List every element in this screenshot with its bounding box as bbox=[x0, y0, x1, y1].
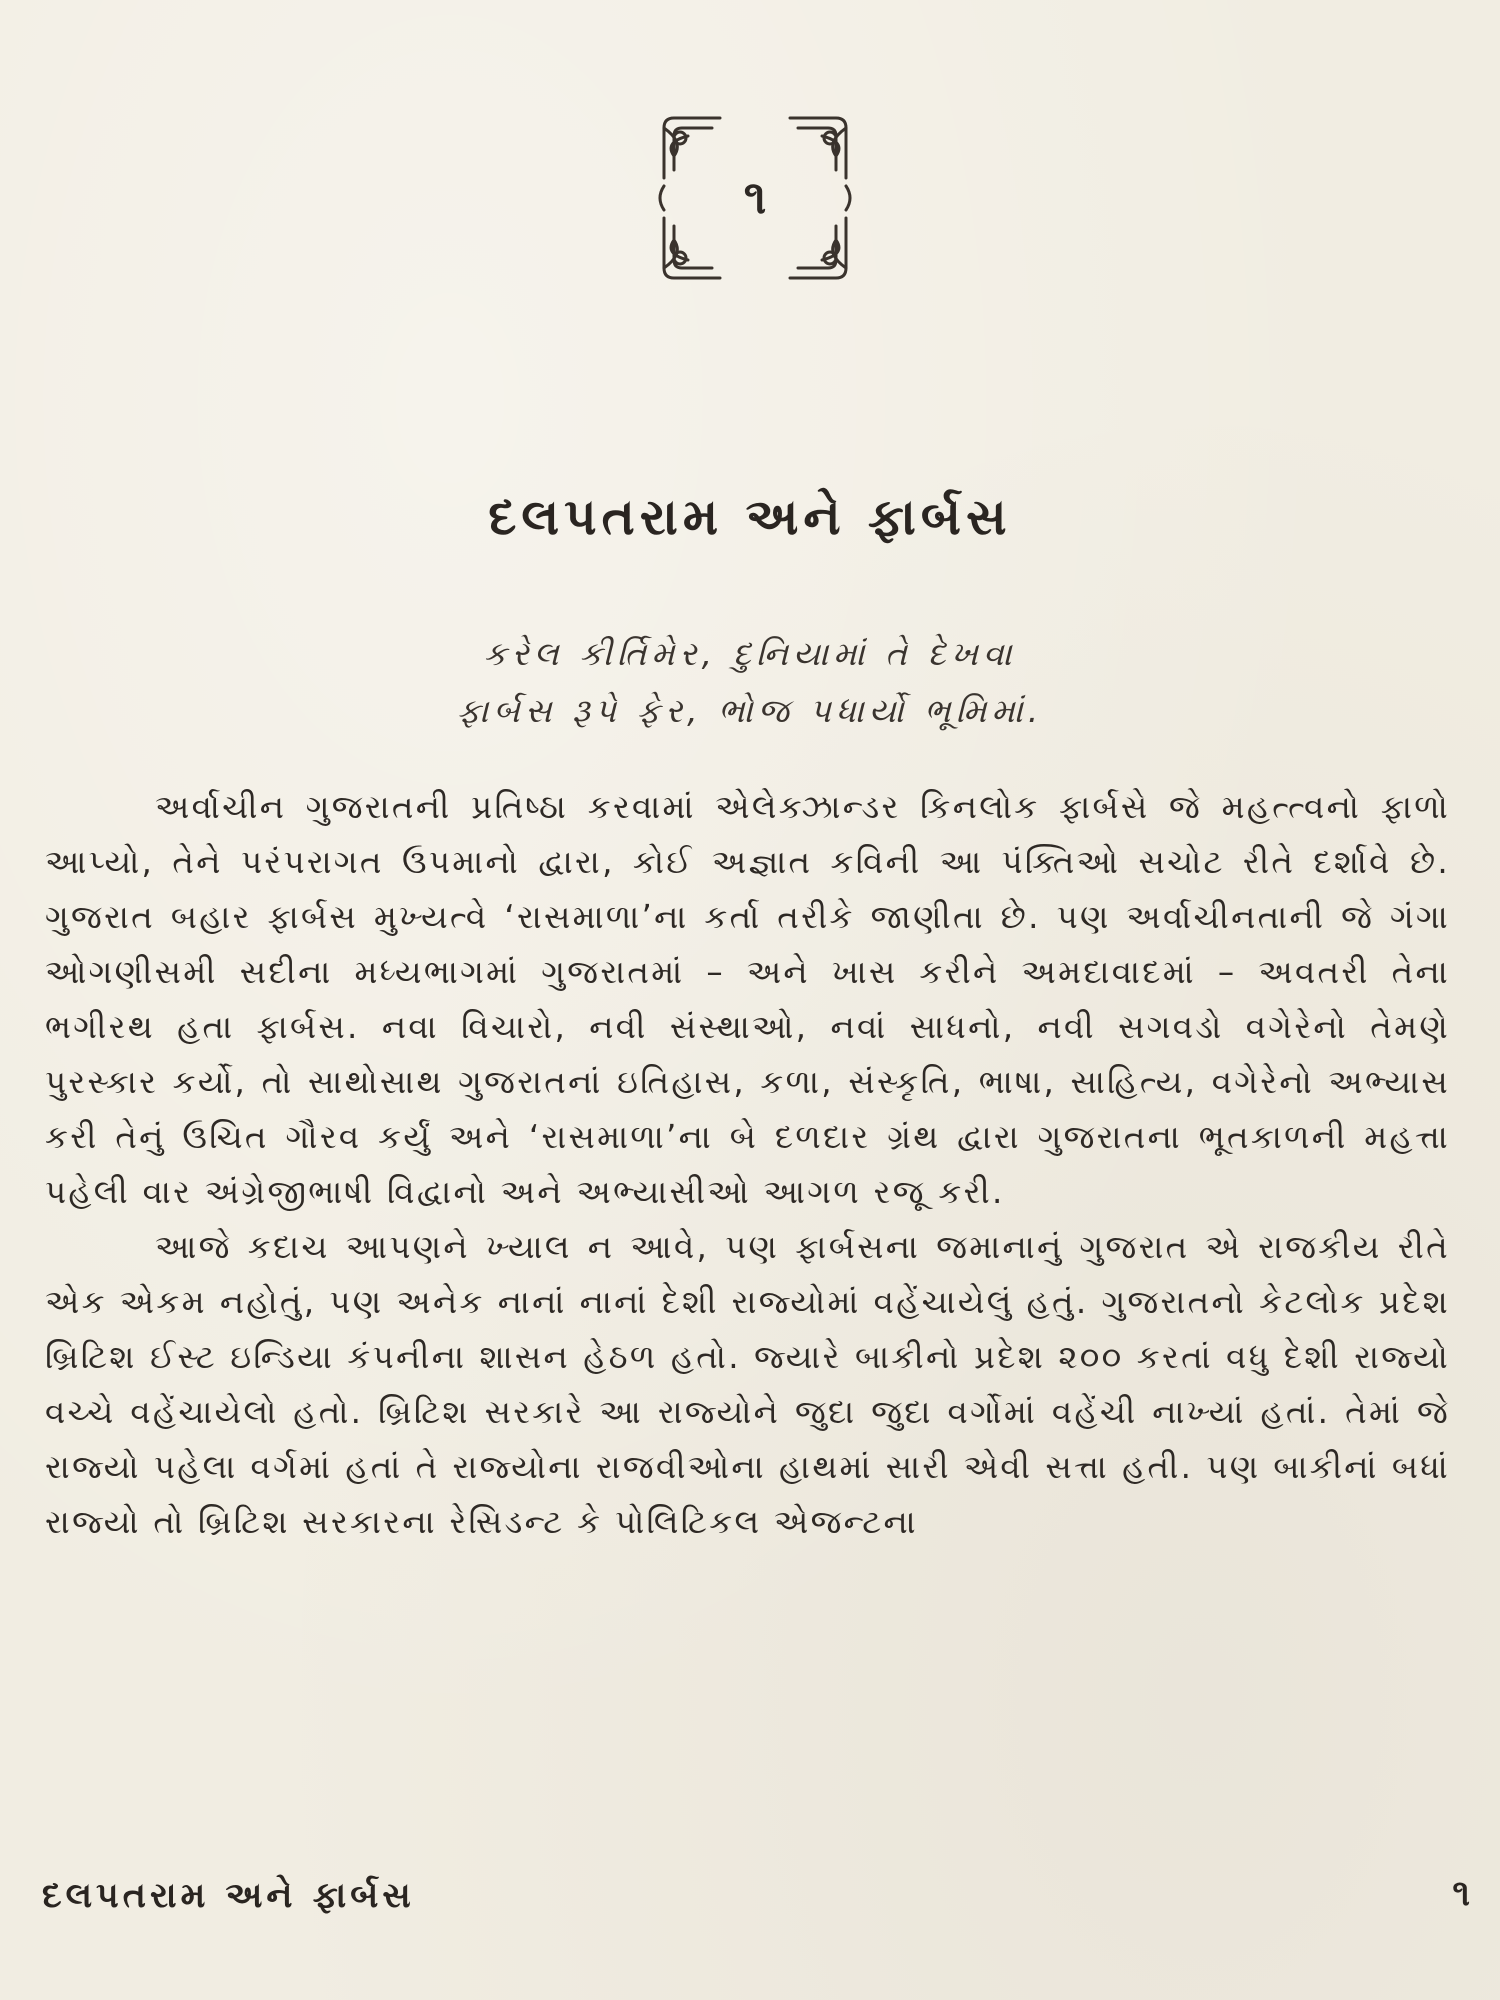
verse-line-1: કરેલ કીર્તિમેર, દુનિયામાં તે દેખવા bbox=[483, 634, 1017, 673]
epigraph-verse bbox=[0, 625, 1500, 739]
paragraph-1: અર્વાચીન ગુજરાતની પ્રતિષ્ઠા કરવામાં એલેક્ઝાન્ડર કિનલોક ફાર્બસે જે મહત્ત્વનો ફાળો આપ્યો, તેને પરંપરાગત ઉપમાનો દ્વારા, કોઈ અજ્ઞાત કવિની આ પંક્તિઓ સચોટ રીતે દર્શાવે છે. ગુજરાત બહાર ફાર્બસ મુખ્યત્વે ‘રાસમાળા’ના કર્તા તરીકે જાણીતા છે. પણ અર્વાચીનતાની જે ગંગા ઓગણીસમી સદીના મધ્યભાગમાં ગુજરાતમાં – અને ખાસ કરીને અમદાવાદમાં – અવતરી તેના ભગીરથ હતા ફાર્બસ. નવા વિચારો, નવી સંસ્થાઓ, નવાં સાધનો, નવી સગવડો વગેરેનો તેમણે પુરસ્કાર કર્યો, તો સાથોસાથ ગુજરાતનાં ઇતિહાસ, કળા, સંસ્કૃતિ, ભાષા, સાહિત્ય, વગેરેનો અભ્યાસ કરી તેનું ઉચિત ગૌરવ કર્યું અને ‘રાસમાળા’ના બે દળદાર ગ્રંથ દ્વારા ગુજરાતના ભૂતકાળની મહત્તા પહેલી વાર અંગ્રેજીભાષી વિદ્વાનો અને અભ્યાસીઓ આગળ રજૂ કરી. bbox=[45, 788, 1450, 1211]
running-footer-title: દલપતરામ અને ફાર્બસ bbox=[42, 1876, 415, 1916]
chapter-number: ૧ bbox=[743, 170, 767, 224]
verse-line-2: ફાર્બસ રૂપે ફેર, ભોજ પધાર્યો ભૂમિમાં. bbox=[456, 691, 1044, 730]
page-number: ૧ bbox=[1452, 1872, 1470, 1914]
chapter-title: દલપતરામ અને ફાર્બસ bbox=[488, 488, 1012, 546]
body-text bbox=[45, 780, 1450, 1550]
paragraph-2: આજે કદાચ આપણને ખ્યાલ ન આવે, પણ ફાર્બસના જમાનાનું ગુજરાત એ રાજકીય રીતે એક એકમ નહોતું, પણ અનેક નાનાં નાનાં દેશી રાજ્યોમાં વહેંચાયેલું હતું. ગુજરાતનો કેટલોક પ્રદેશ બ્રિટિશ ઈસ્ટ ઇન્ડિયા કંપનીના શાસન હેઠળ હતો. જ્યારે બાકીનો પ્રદેશ ૨૦૦ કરતાં વધુ દેશી રાજ્યો વચ્ચે વહેંચાયેલો હતો. બ્રિટિશ સરકારે આ રાજ્યોને જુદા જુદા વર્ગોમાં વહેંચી નાખ્યાં હતાં. તેમાં જે રાજ્યો પહેલા વર્ગમાં હતાં તે રાજ્યોના રાજવીઓના હાથમાં સારી એવી સત્તા હતી. પણ બાકીનાં બધાં રાજ્યો તો બ્રિટિશ સરકારના રેસિડન્ટ કે પોલિટિકલ એજન્ટના bbox=[45, 1228, 1450, 1541]
chapter-ornament bbox=[650, 108, 860, 288]
